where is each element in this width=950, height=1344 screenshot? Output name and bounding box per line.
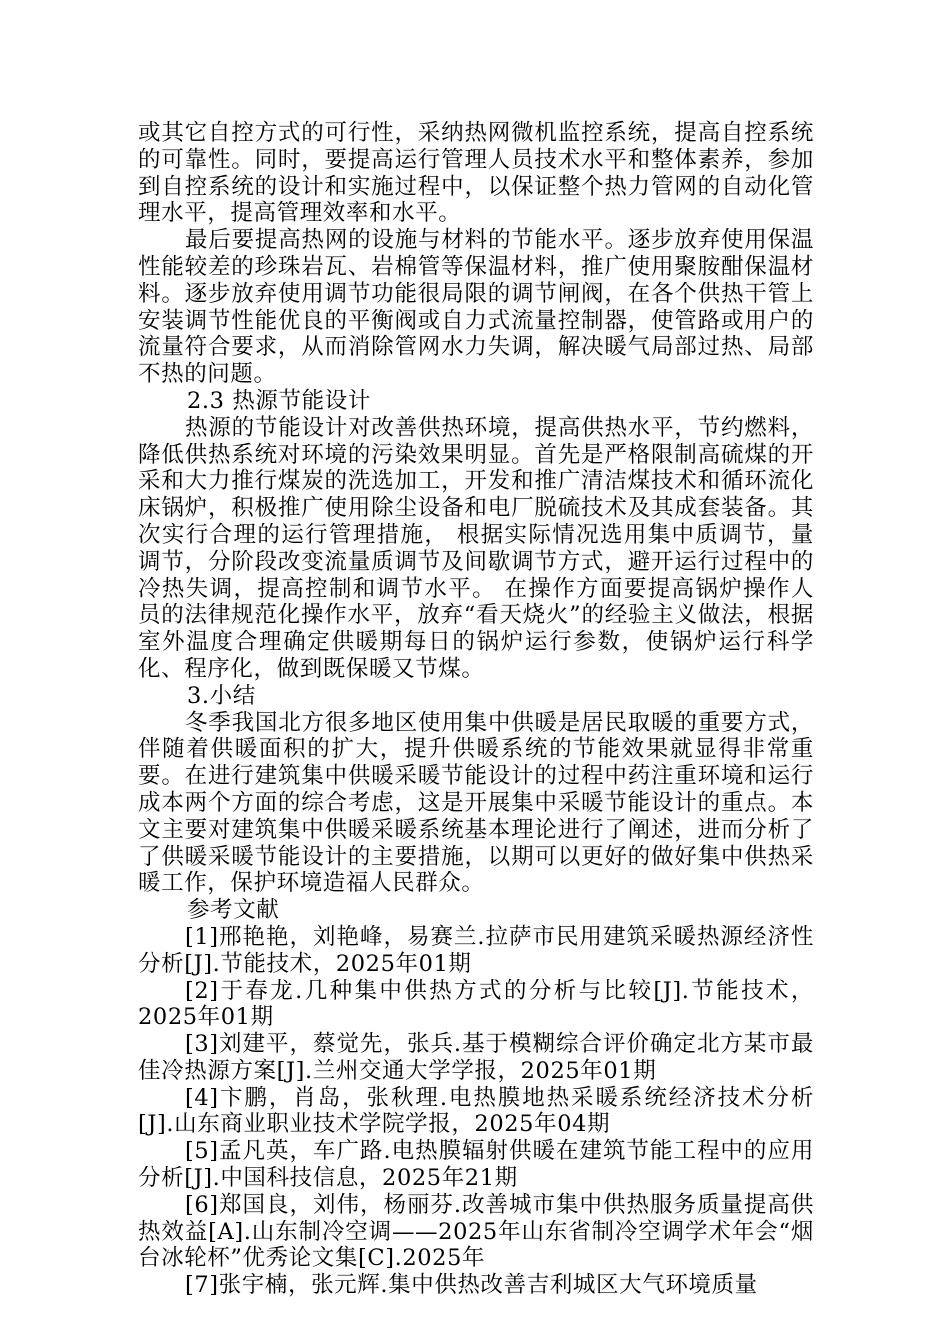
reference-item: [7]张宇楠，张元辉.集中供热改善吉利城区大气环境质量 (185, 1272, 758, 1299)
section-heading-3: 3.小结 (187, 682, 256, 709)
paragraph-autocontrol: 或其它自控方式的可行性，采纳热网微机监控系统，提高自控系统的可靠性。同时，要提高运行管理人员技术水平和整体素养，参加到自控系统的设计和实施过程中，以保证整个热力管网的自动化管理水平，提高管理效率和水平。 (138, 120, 814, 227)
paragraph-summary: 冬季我国北方很多地区使用集中供暖是居民取暖的重要方式，伴随着供暖面积的扩大，提升供暖系统的节能效果就显得非常重要。在进行建筑集中供暖采暖节能设计的过程中药注重环境和运行成本两个方面的综合考虑，这是开展集中采暖节能设计的重点。本文主要对建筑集中供暖采暖系统基本理论进行了阐述，进而分析了了供暖采暖节能设计的主要措施，以期可以更好的做好集中供热采暖工作，保护环境造福人民群众。 (138, 709, 814, 897)
paragraph-heat-source: 热源的节能设计对改善供热环境，提高供热水平，节约燃料，降低供热系统对环境的污染效果明显。首先是严格限制高硫煤的开采和大力推行煤炭的洗选加工，开发和推广清洁煤技术和循环流化床锅炉，积极推广使用除尘设备和电厂脱硫技术及其成套装备。其次实行合理的运行管理措施， 根据实际情况选用集中质调节，量调节，分阶段改变流量质调节及间歇调节方式，避开运行过程中的冷热失调，提高控制和调节水平。 在操作方面要提高锅炉操作人员的法律规范化操作水平，放弃“看天烧火”的经验主义做法，根据室外温度合理确定供暖期每日的锅炉运行参数，使锅炉运行科学化、程序化，做到既保暖又节煤。 (138, 414, 814, 682)
document-body (138, 120, 814, 1299)
paragraph-network-materials: 最后要提高热网的设施与材料的节能水平。逐步放弃使用保温性能较差的珍珠岩瓦、岩棉管等保温材料，推广使用聚胺酣保温材料。逐步放弃使用调节功能很局限的调节闸阀，在各个供热干管上安装调节性能优良的平衡阀或自力式流量控制器，使管路或用户的流量符合要求，从而消除管网水力失调，解决暖气局部过热、局部不热的问题。 (138, 227, 814, 388)
references-heading: 参考文献 (187, 897, 280, 924)
reference-item: [3]刘建平，蔡觉先，张兵.基于模糊综合评价确定北方某市最佳冷热源方案[J].兰州交通大学学报，2025年01期 (138, 1031, 814, 1084)
reference-item: [4]卞鹏，肖岛，张秋理.电热膜地热采暖系统经济技术分析[J].山东商业职业技术学院学报，2025年04期 (138, 1084, 814, 1138)
reference-item: [5]孟凡英，车广路.电热膜辐射供暖在建筑节能工程中的应用分析[J].中国科技信息，2025年21期 (138, 1138, 814, 1192)
reference-item: [2]于春龙.几种集中供热方式的分析与比较[J].节能技术，2025年01期 (138, 977, 814, 1031)
reference-item: [6]郑国良，刘伟，杨丽芬.改善城市集中供热服务质量提高供热效益[A].山东制冷空调——2025年山东省制冷空调学术年会“烟台冰轮杯”优秀论文集[C].2025年 (138, 1191, 814, 1272)
section-heading-2-3: 2.3 热源节能设计 (187, 387, 371, 414)
reference-item: [1]邢艳艳，刘艳峰，易赛兰.拉萨市民用建筑采暖热源经济性分析[J].节能技术，2025年01期 (138, 923, 814, 977)
